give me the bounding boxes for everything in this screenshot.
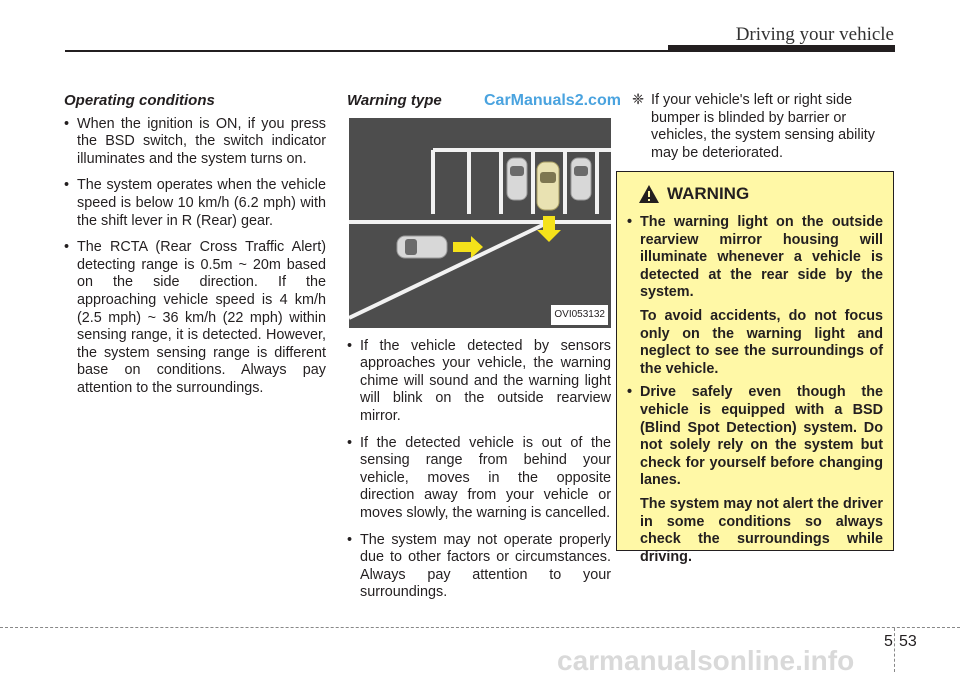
list-item: • When the ignition is ON, if you press the BSD switch, the switch indicator illuminates and the system turns on.	[64, 116, 326, 169]
footer-rule	[0, 627, 960, 628]
page-separator	[894, 628, 896, 672]
warning-item: • The warning light on the outside rearview mirror housing will illuminate whenever a vehicle is detected at the rear side by the system.	[627, 214, 883, 302]
list-item: • If the vehicle detected by sensors approaches your vehicle, the warning chime will sound and the warning light will blink on the outside rearview mirror.	[347, 338, 611, 426]
figure-code: OVI053132	[551, 305, 608, 325]
warning-item: • Drive safely even though the vehicle is equipped with a BSD (Blind Spot Detection) system. Do not solely rely on the system but check for yourself before changing lanes.	[627, 384, 883, 490]
header-rule-accent	[668, 45, 895, 51]
site-watermark[interactable]: CarManuals2.com	[484, 92, 621, 109]
rcta-illustration	[349, 118, 611, 328]
warning-item: To avoid accidents, do not focus only on the warning light and neglect to see the surroundings of the vehicle.	[640, 307, 883, 377]
parking-lot-diagram	[349, 118, 611, 328]
warning-triangle-icon	[639, 185, 659, 203]
note-symbol-icon: ❈	[632, 92, 645, 108]
footer-watermark[interactable]: carmanualsonline.info	[557, 645, 855, 676]
list-item: • The system may not operate properly due to other factors or circumstances. Always pay attention to your surroundings.	[347, 532, 611, 602]
warning-box	[616, 171, 894, 565]
page-number: 53	[899, 633, 917, 650]
warning-title: WARNING	[667, 184, 750, 203]
section-number: 5	[884, 633, 893, 650]
own-car-icon	[537, 162, 559, 210]
list-item: • The system operates when the vehicle speed is below 10 km/h (6.2 mph) with the shift lever in R (Rear) gear.	[64, 177, 326, 230]
header-title: Driving your vehicle	[735, 24, 894, 45]
section-heading: Warning type	[347, 92, 442, 109]
column-operating-conditions	[64, 92, 326, 407]
warning-item: The system may not alert the driver in some conditions so always check the surroundings while driving.	[640, 495, 883, 565]
approaching-car-icon	[397, 236, 447, 258]
note-item	[632, 92, 896, 162]
column-note	[632, 92, 896, 172]
warning-header	[639, 184, 883, 204]
column-warning-type	[347, 92, 611, 611]
note-text: If your vehicle's left or right side bumper is blinded by barrier or vehicles, the system sensing ability may be deteriorated.	[651, 92, 875, 161]
section-heading: Operating conditions	[64, 92, 215, 109]
list-item: • If the detected vehicle is out of the sensing range from behind your vehicle, moves in the opposite direction away from your vehicle or moves slowly, the warning is cancelled.	[347, 435, 611, 523]
list-item: • The RCTA (Rear Cross Traffic Alert) detecting range is 0.5m ~ 20m based on the side direction. If the approaching vehicle speed is 4 km/h (2.5 mph) ~ 36 km/h (22 mph) within sensing range, it is detected. However, the system sensing range is different base on conditions. Always pay attention to the surroundings.	[64, 239, 326, 397]
